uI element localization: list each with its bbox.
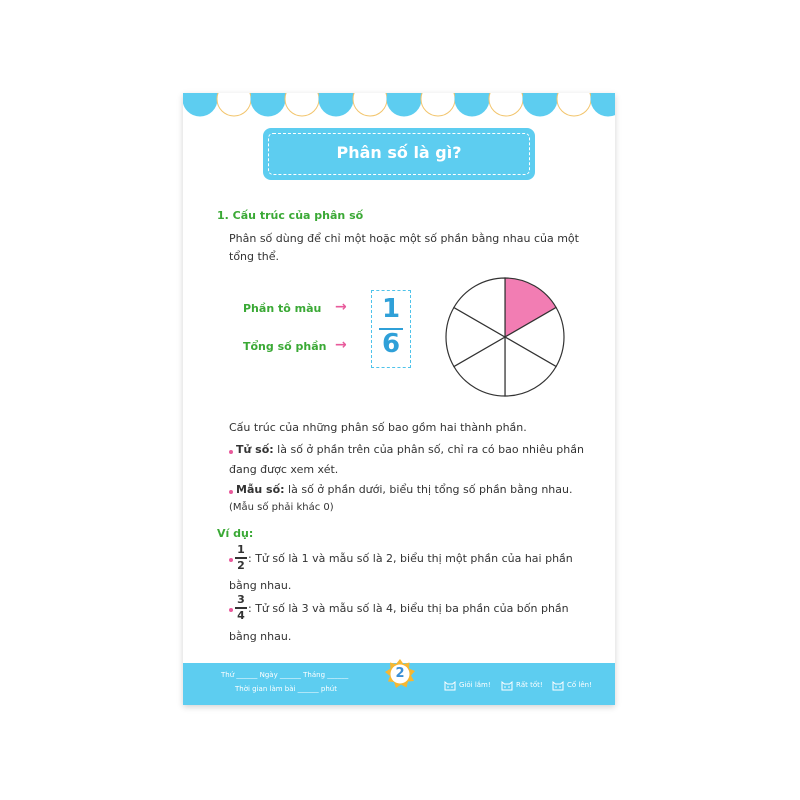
arrow-right-icon: → <box>335 337 347 353</box>
numerator-term: Tử số: <box>236 443 274 456</box>
scallop-shape <box>557 93 591 116</box>
denominator-note: (Mẫu số phải khác 0) <box>229 502 334 513</box>
scallop-shape <box>251 93 285 116</box>
numerator-definition-line-1 <box>236 439 584 460</box>
scallop-shape <box>489 93 523 116</box>
bullet-dot <box>229 490 233 494</box>
fraction-pie-chart <box>444 276 566 398</box>
scalloped-top-border <box>183 93 615 117</box>
fraction-numerator: 1 <box>381 294 401 324</box>
time-line: Thời gian làm bài ______ phút <box>235 685 337 693</box>
scallop-shape <box>319 93 353 116</box>
label-shaded-part: Phần tô màu <box>243 302 322 315</box>
scallop-shape <box>285 93 319 116</box>
fraction-box <box>371 290 411 368</box>
cat-face-icon <box>551 679 565 691</box>
title-banner <box>263 128 535 180</box>
rating-try-harder[interactable]: Cố lên! <box>551 678 592 692</box>
structure-intro: Cấu trúc của những phân số bao gồm hai thành phần. <box>229 421 527 434</box>
scallop-shape <box>353 93 387 116</box>
bullet-dot <box>229 558 233 562</box>
rating-very-good[interactable]: Rất tốt! <box>500 678 543 692</box>
rating-good-job[interactable]: Giỏi lắm! <box>443 678 491 692</box>
example-1-line-1: : Tử số là 1 và mẫu số là 2, biểu thị một phần của hai phần <box>248 552 573 565</box>
intro-line-2: tổng thể. <box>229 250 280 263</box>
page-title: Phân số là gì? <box>336 143 462 162</box>
denominator-description: là số ở phần dưới, biểu thị tổng số phần bằng nhau. <box>288 483 573 496</box>
label-total-parts: Tổng số phần <box>243 340 327 353</box>
section-heading: 1. Cấu trúc của phân số <box>217 209 364 222</box>
cat-face-icon <box>500 679 514 691</box>
cat-face-icon <box>443 679 457 691</box>
bullet-dot <box>229 608 233 612</box>
example-2-line-2: bằng nhau. <box>229 630 292 643</box>
denominator-term: Mẫu số: <box>236 483 285 496</box>
bullet-dot <box>229 450 233 454</box>
arrow-right-icon: → <box>335 299 347 315</box>
fraction-denominator: 6 <box>381 329 401 359</box>
date-line: Thứ ______ Ngày ______ Tháng ______ <box>221 671 349 679</box>
scallop-shape <box>387 93 421 116</box>
example-2-line-1: : Tử số là 3 và mẫu số là 4, biểu thị ba phần của bốn phần <box>248 602 569 615</box>
scallop-shape <box>523 93 557 116</box>
scallop-shape <box>183 93 217 116</box>
denominator-definition <box>236 479 572 500</box>
worksheet-page <box>183 93 615 705</box>
example-1-line-2: bằng nhau. <box>229 579 292 592</box>
example-fraction-2: 3 4 <box>235 594 247 622</box>
numerator-definition-line-2: đang được xem xét. <box>229 463 339 476</box>
examples-heading: Ví dụ: <box>217 527 254 540</box>
example-fraction-1: 1 2 <box>235 544 247 572</box>
numerator-description: là số ở phần trên của phân số, chỉ ra có bao nhiêu phần <box>277 443 584 456</box>
scallop-shape <box>217 93 251 116</box>
page-number: 2 <box>395 666 405 681</box>
scallop-shape <box>591 93 615 116</box>
scallop-shape <box>455 93 489 116</box>
scallop-shape <box>421 93 455 116</box>
intro-line-1: Phân số dùng để chỉ một hoặc một số phần bằng nhau của một <box>229 232 579 245</box>
